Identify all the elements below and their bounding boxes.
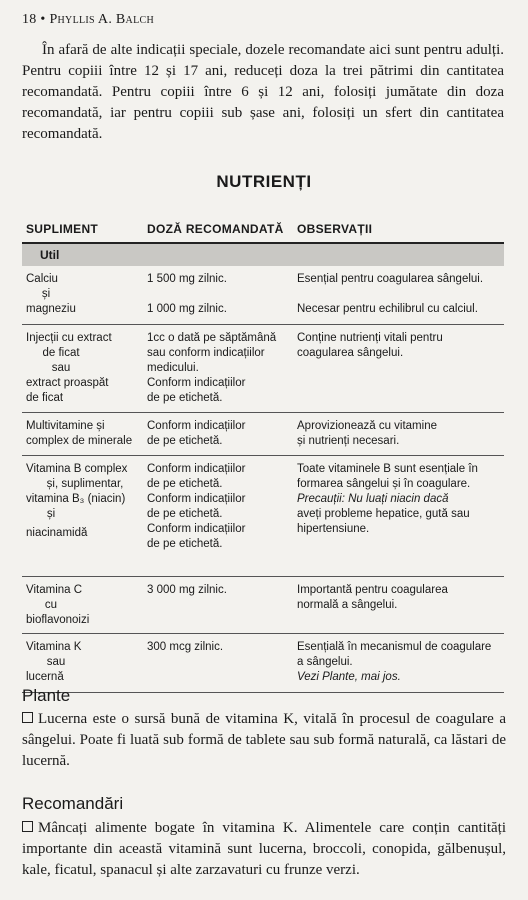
precautions-line: Precauții: Nu luați niacin dacă [297,493,449,505]
section-title-plante: Plante [22,686,71,705]
dose-cell: 300 mcg zilnic. [147,641,224,653]
table-row-liver-extract [22,325,504,413]
supplement-cell: Calciu și magneziu [26,273,76,315]
header-notes: OBSERVAȚII [297,222,373,236]
notes-cell: Importantă pentru coagularea normală a sângelui. [297,584,448,611]
notes-cell: Esențială în mecanismul de coagulare a sângelui. Vezi Plante, mai jos. [297,640,502,685]
checkbox-bullet-icon [22,712,33,723]
plante-paragraph [22,709,506,772]
table-row-vitamin-k [22,634,504,693]
table-row-multivitamin [22,413,504,456]
table-row-vitamin-c [22,577,504,634]
dose-cell: 1cc o dată pe săptămână sau conform indicațiilor medicului. Conform indicațiilor de pe etichetă. [147,332,277,404]
see-plants-line: Vezi Plante, mai jos. [297,671,401,683]
header-bullet: • [40,12,46,27]
recomandari-text: Mâncați alimente bogate în vitamina K. Alimentele care conțin cantități importante din această vitamină sunt lucerna, broccoli, conopida, gălbenușul, kale, ficatul, spanacul și alte zarzavaturi cu frunze verzi. [22,820,506,878]
dose-cell: 3 000 mg zilnic. [147,584,227,596]
notes-cell: Aprovizionează cu vitamine și nutrienți necesari. [297,420,437,447]
section-title-recomandari: Recomandări [22,794,124,813]
author-name: Phyllis A. Balch [49,12,154,27]
intro-paragraph: În afară de alte indicații speciale, dozele recomandate aici sunt pentru adulți. Pentru copiii între 12 și 17 ani, reduceți doza la trei pătrimi din cantitatea recomandată. Pentru copiii între 6 și 12 ani, folosiți jumătate din doza recomandată, iar pentru copiii sub șase ani, folosiți un sfert din cantitatea recomandată. [22,42,504,142]
notes-cell: Esențial pentru coagularea sângelui. Necesar pentru echilibrul cu calciul. [297,273,484,315]
supplement-cell: Multivitamine și complex de minerale [26,420,133,447]
recomandari-paragraph [22,818,506,881]
table-row-calcium [22,266,504,325]
supplement-cell: Vitamina B complex și, suplimentar, vitamina B₃ (niacin) și niacinamidă [26,463,128,539]
precautions-note [297,492,502,507]
running-header [22,12,154,28]
dose-cell: 1 500 mg zilnic. 1 000 mg zilnic. [147,273,227,315]
checkbox-bullet-icon [22,821,33,832]
page-number: 18 [22,12,37,27]
notes-cell: Toate vitaminele B sunt esențiale în formarea sângelui și în coagulare. Precauții: Nu luați niacin dacă aveți probleme hepatice, gută sau hipertensiune. [297,462,502,537]
nutrient-table [22,214,504,693]
supplement-cell: Injecții cu extract de ficat sau extract proaspăt de ficat [26,332,112,404]
group-row-util [22,244,504,266]
header-dose: DOZĂ RECOMANDATĂ [147,222,284,236]
supplement-cell: Vitamina K sau lucernă [26,641,82,683]
dose-cell: Conform indicațiilor de pe etichetă. Conform indicațiilor de pe etichetă. Conform indicațiilor de pe etichetă. [147,463,246,550]
header-supplement: SUPLIMENT [26,222,99,236]
table-header-row [22,214,504,244]
table-row-vitamin-b [22,456,504,577]
dose-cell: Conform indicațiilor de pe etichetă. [147,420,246,447]
plante-text: Lucerna este o sursă bună de vitamina K, vitală în procesul de coagulare a sângelui. Poate fi luată sub formă de tablete sau sub formă naturală, ca lăstari de lucernă. [22,711,506,769]
supplement-cell: Vitamina C cu bioflavonoizi [26,584,90,626]
table-title: NUTRIENȚI [216,172,312,191]
group-label: Util [40,248,60,262]
notes-cell: Conține nutrienți vitali pentru coagularea sângelui. [297,332,443,359]
